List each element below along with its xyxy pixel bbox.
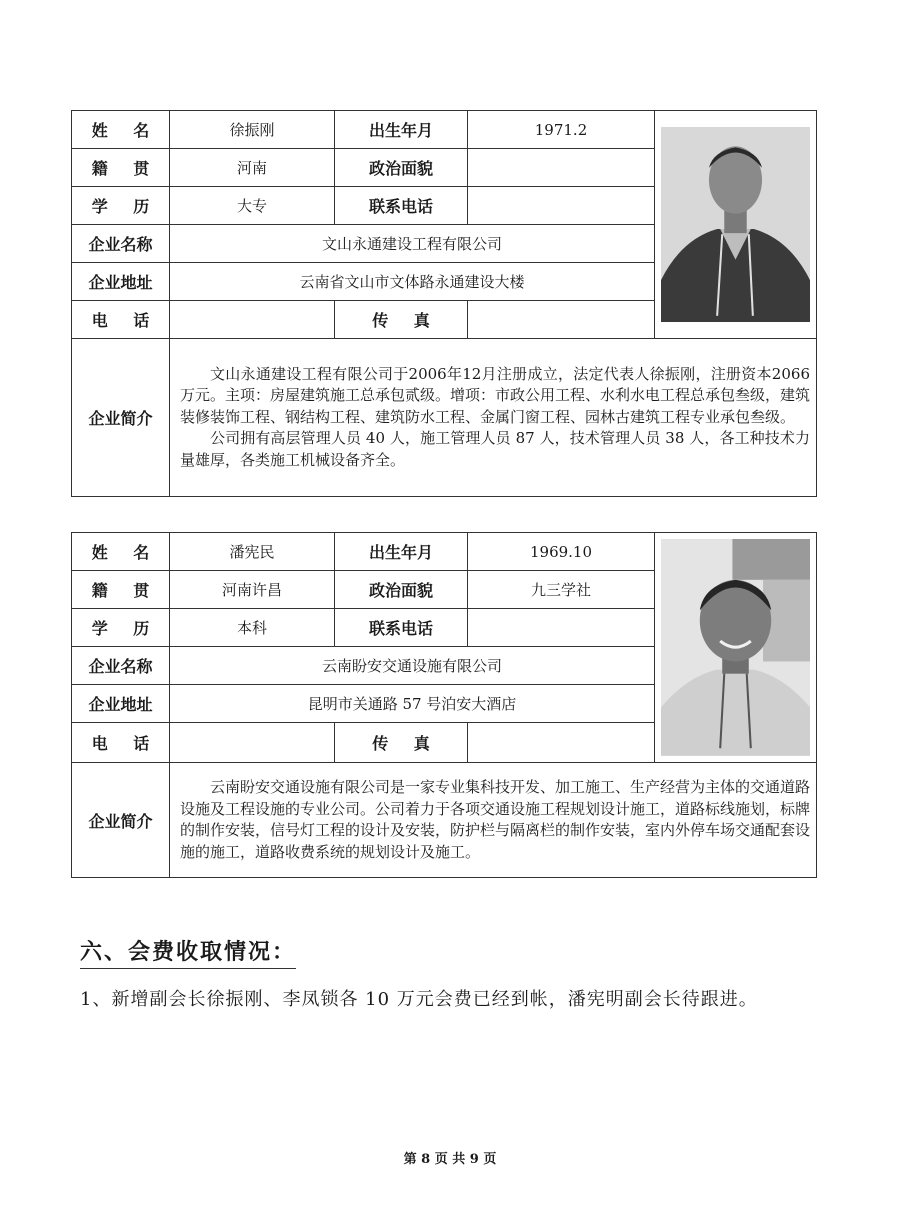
company-value: 云南盼安交通设施有限公司 — [170, 647, 655, 685]
contact-label: 联系电话 — [335, 187, 468, 225]
portrait-photo — [661, 539, 810, 755]
intro-text — [170, 339, 817, 497]
phone-value — [170, 301, 335, 339]
intro-label: 企业简介 — [72, 763, 170, 878]
phone-label: 电 话 — [72, 301, 170, 339]
origin-label: 籍 贯 — [72, 571, 170, 609]
photo-cell — [655, 111, 817, 339]
address-value: 云南省文山市文体路永通建设大楼 — [170, 263, 655, 301]
birth-value: 1969.10 — [468, 533, 655, 571]
intro-paragraph-1: 云南盼安交通设施有限公司是一家专业集科技开发、加工施工、生产经营为主体的交通道路设施及工程设施的专业公司。公司着力于各项交通设施工程规划设计施工，道路标线施划，标牌的制作安装，信号灯工程的设计及安装，防护栏与隔离栏的制作安装，室内外停车场交通配套设施的施工，道路收费系统的规划设计及施工。 — [180, 778, 811, 861]
education-value: 大专 — [170, 187, 335, 225]
origin-value: 河南许昌 — [170, 571, 335, 609]
birth-label: 出生年月 — [335, 533, 468, 571]
address-value: 昆明市关通路 57 号泊安大酒店 — [170, 685, 655, 723]
education-label: 学 历 — [72, 187, 170, 225]
member-card-2 — [71, 532, 817, 878]
name-label: 姓 名 — [72, 533, 170, 571]
name-value: 潘宪民 — [170, 533, 335, 571]
fax-value — [468, 723, 655, 763]
member-card-1 — [71, 110, 817, 497]
origin-label: 籍 贯 — [72, 149, 170, 187]
address-label: 企业地址 — [72, 263, 170, 301]
name-value: 徐振刚 — [170, 111, 335, 149]
origin-value: 河南 — [170, 149, 335, 187]
contact-label: 联系电话 — [335, 609, 468, 647]
photo-cell — [655, 533, 817, 763]
company-label: 企业名称 — [72, 647, 170, 685]
intro-text — [170, 763, 817, 878]
politics-label: 政治面貌 — [335, 571, 468, 609]
fax-value — [468, 301, 655, 339]
intro-label: 企业简介 — [72, 339, 170, 497]
portrait-photo — [661, 127, 810, 323]
education-value: 本科 — [170, 609, 335, 647]
section-line-1: 1、新增副会长徐振刚、李凤锁各 10 万元会费已经到帐，潘宪明副会长待跟进。 — [80, 989, 758, 1010]
politics-value: 九三学社 — [468, 571, 655, 609]
phone-label: 电 话 — [72, 723, 170, 763]
name-label: 姓 名 — [72, 111, 170, 149]
intro-paragraph-1: 文山永通建设工程有限公司于2006年12月注册成立，法定代表人徐振刚，注册资本2066万元。主项：房屋建筑施工总承包贰级。增项：市政公用工程、水利水电工程总承包叁级，建筑装修装饰工程、钢结构工程、建筑防水工程、金属门窗工程、园林古建筑工程专业承包叁级。 — [180, 364, 811, 426]
intro-paragraph-2: 公司拥有高层管理人员 40 人，施工管理人员 87 人，技术管理人员 38 人，各工种技术力量雄厚，各类施工机械设备齐全。 — [180, 429, 810, 469]
company-label: 企业名称 — [72, 225, 170, 263]
birth-value: 1971.2 — [468, 111, 655, 149]
company-value: 文山永通建设工程有限公司 — [170, 225, 655, 263]
fax-label: 传 真 — [335, 301, 468, 339]
politics-value — [468, 149, 655, 187]
birth-label: 出生年月 — [335, 111, 468, 149]
address-label: 企业地址 — [72, 685, 170, 723]
education-label: 学 历 — [72, 609, 170, 647]
section-title: 六、会费收取情况： — [80, 935, 296, 969]
contact-value — [468, 187, 655, 225]
page-footer: 第 8 页 共 9 页 — [403, 1152, 497, 1167]
fax-label: 传 真 — [335, 723, 468, 763]
contact-value — [468, 609, 655, 647]
politics-label: 政治面貌 — [335, 149, 468, 187]
phone-value — [170, 723, 335, 763]
